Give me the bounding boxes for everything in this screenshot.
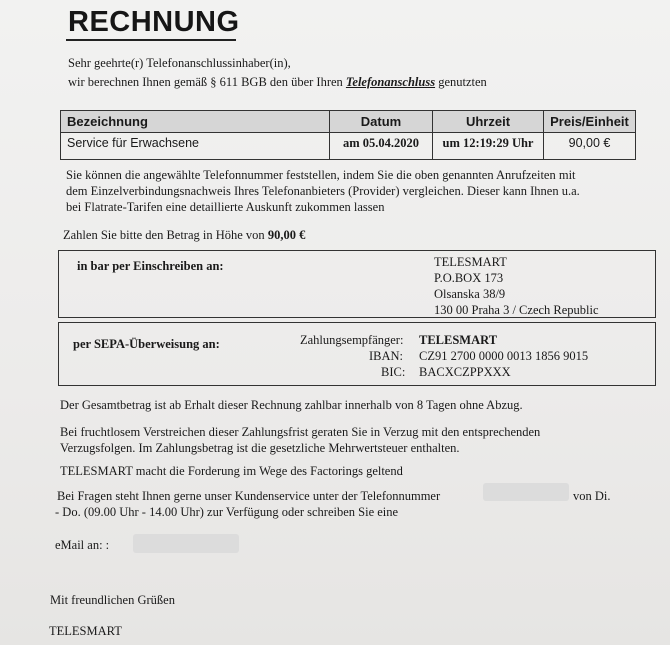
table-header-row: [61, 111, 636, 133]
cell-uhrzeit: um 12:19:29 Uhr: [433, 133, 544, 160]
col-uhrzeit: Uhrzeit: [433, 111, 544, 133]
cash-label: in bar per Einschreiben an:: [77, 259, 224, 273]
notice-line-2: dem Einzelverbindungsnachweis Ihres Telefonanbieters (Provider) vergleichen. Dieser kann Ihnen u.a.: [66, 184, 580, 198]
cash-address-line-2: P.O.BOX 173: [434, 271, 504, 285]
notice-line-3: bei Flatrate-Tarifen eine detaillierte Auskunft zukommen lassen: [66, 200, 385, 214]
notice-line-1: Sie können die angewählte Telefonnummer feststellen, indem Sie die oben genannten Anrufzeiten mit: [66, 168, 576, 182]
table-row: [61, 133, 636, 160]
bic-value: BACXCZPPXXX: [419, 365, 511, 379]
contact-text-after: von Di.: [573, 489, 611, 503]
contact-text-before: Bei Fragen steht Ihnen gerne unser Kundenservice unter der Telefonnummer: [57, 489, 441, 503]
billing-text-after: genutzten: [438, 75, 487, 89]
closing-signature: TELESMART: [49, 624, 122, 638]
cell-preis: 90,00 €: [544, 133, 636, 160]
payment-request: [63, 228, 305, 243]
factoring-statement: TELESMART macht die Forderung im Wege des Factorings geltend: [60, 464, 403, 478]
sepa-label: per SEPA-Überweisung an:: [73, 337, 220, 351]
telefonanschluss-term: Telefonanschluss: [345, 75, 436, 89]
bic-label: BIC:: [381, 365, 406, 379]
cell-bezeichnung: Service für Erwachsene: [61, 133, 330, 160]
recipient-value: TELESMART: [419, 333, 498, 347]
greeting: Sehr geehrte(r) Telefonanschlussinhaber(in),: [68, 56, 291, 70]
cell-datum: am 05.04.2020: [330, 133, 433, 160]
invoice-table: [60, 110, 636, 160]
payment-prefix: Zahlen Sie bitte den Betrag in Höhe von: [63, 228, 265, 242]
redacted-phone-number: [483, 483, 569, 501]
contact-line-1: [57, 489, 440, 504]
recipient-label: Zahlungsempfänger:: [300, 333, 404, 347]
col-preis: Preis/Einheit: [544, 111, 636, 133]
col-bezeichnung: Bezeichnung: [61, 111, 330, 133]
default-line-1: Bei fruchtlosem Verstreichen dieser Zahlungsfrist geraten Sie in Verzug mit den entsprechenden: [60, 425, 541, 439]
iban-value: CZ91 2700 0000 0013 1856 9015: [419, 349, 589, 363]
iban-label: IBAN:: [369, 349, 404, 363]
cash-address-line-4: 130 00 Praha 3 / Czech Republic: [434, 303, 599, 317]
cash-address-line-3: Olsanska 38/9: [434, 287, 506, 301]
due-statement: Der Gesamtbetrag ist ab Erhalt dieser Rechnung zahlbar innerhalb von 8 Tagen ohne Abzug.: [60, 398, 523, 412]
billing-text-before: wir berechnen Ihnen gemäß § 611 BGB den über Ihren: [68, 75, 343, 89]
cash-payment-box: [58, 250, 656, 318]
col-datum: Datum: [330, 111, 433, 133]
billing-statement: [68, 75, 487, 90]
title-underline: [66, 39, 236, 41]
default-line-2: Verzugsfolgen. Im Zahlungsbetrag ist die gesetzliche Mehrwertsteuer enthalten.: [60, 441, 460, 455]
email-label: eMail an: :: [55, 538, 110, 552]
page-title: RECHNUNG: [68, 6, 240, 38]
payment-amount: 90,00 €: [267, 228, 306, 242]
redacted-email: [133, 534, 239, 553]
contact-line-2: - Do. (09.00 Uhr - 14.00 Uhr) zur Verfügung oder schreiben Sie eine: [55, 505, 399, 519]
closing-regards: Mit freundlichen Grüßen: [50, 593, 175, 607]
cash-address-line-1: TELESMART: [434, 255, 507, 269]
sepa-payment-box: [58, 322, 656, 386]
